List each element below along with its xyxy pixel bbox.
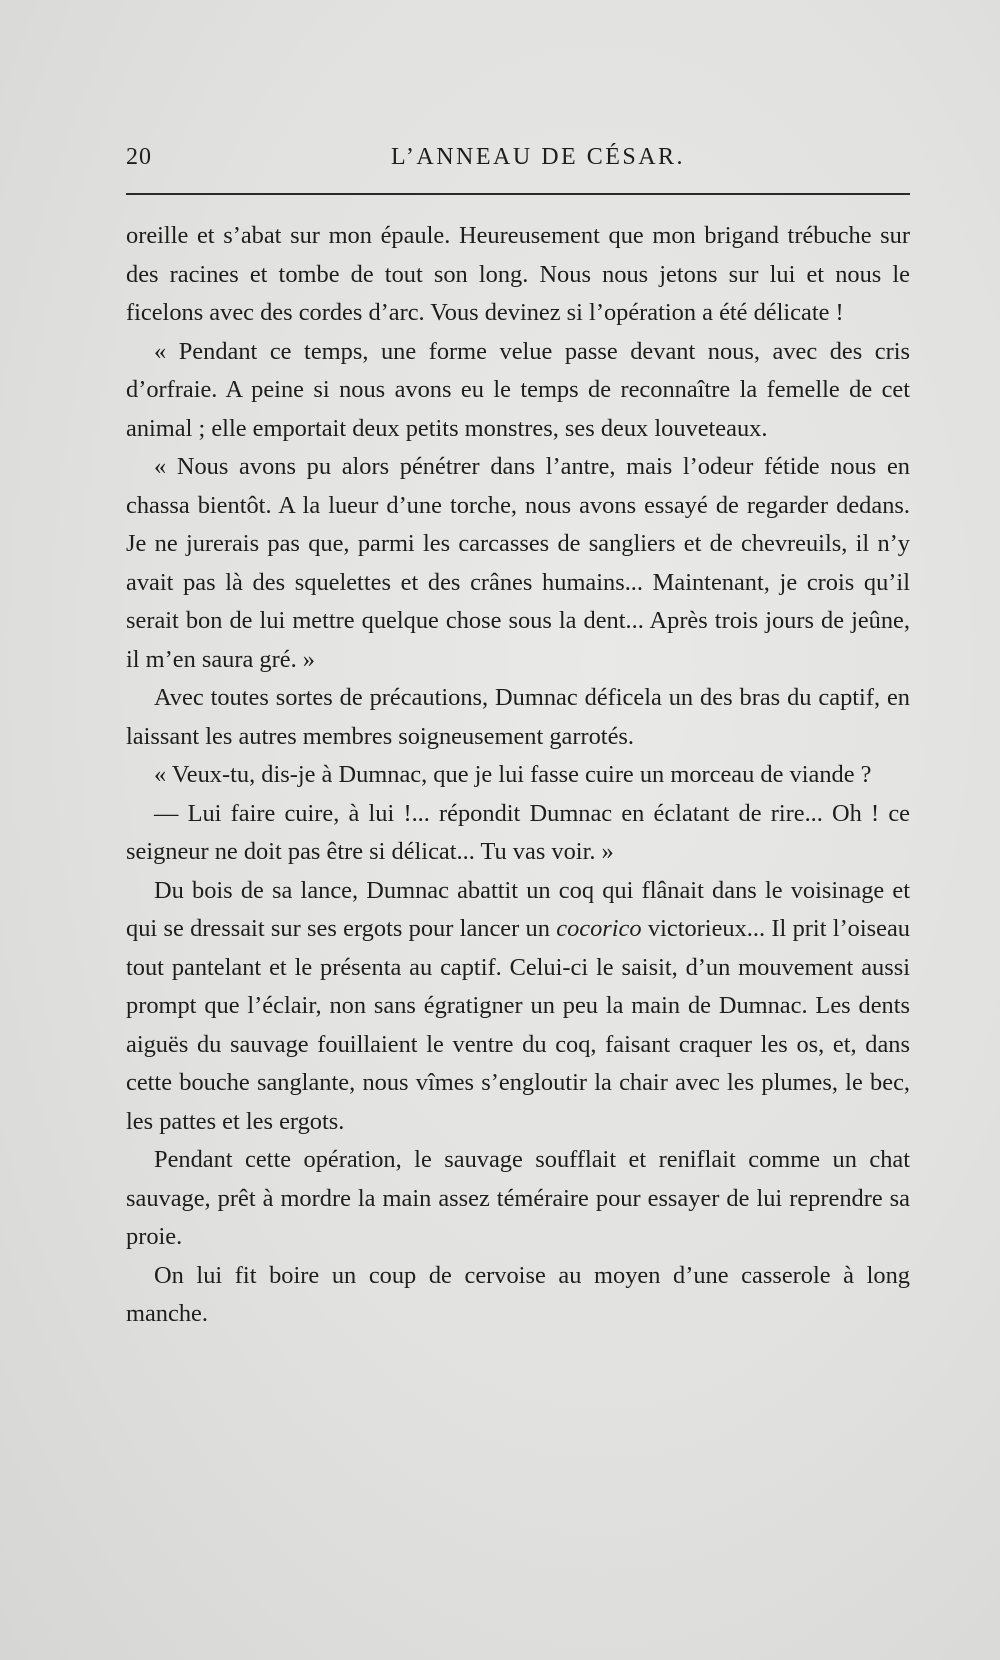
paragraph-4: Avec toutes sortes de précautions, Dumnac déficela un des bras du captif, en laissant les autres membres soigneusement garrotés. <box>126 684 910 750</box>
page-header <box>126 140 910 180</box>
paragraph-7-italic: cocorico <box>556 915 642 942</box>
paragraph-7-before: Du bois de sa lance, Dumnac abattit un coq qui flânait dans le voisinage et qui se dressait sur ses ergots pour lancer un <box>126 876 910 942</box>
body-text <box>126 217 910 1334</box>
paragraph-2: « Pendant ce temps, une forme velue passe devant nous, avec des cris d’orfraie. A peine si nous avons eu le temps de reconnaître la femelle de cet animal ; elle emportait deux petits monstres, ses deux louveteaux. <box>126 337 910 442</box>
paragraph-7 <box>126 872 910 1142</box>
running-title: L’ANNEAU DE CÉSAR. <box>390 144 686 170</box>
paragraph-1: oreille et s’abat sur mon épaule. Heureusement que mon brigand trébuche sur des racines et tombe de tout son long. Nous nous jetons sur lui et nous le ficelons avec des cordes d’arc. Vous devinez si l’opération a été délicate ! <box>126 222 910 326</box>
page-number: 20 <box>126 144 152 170</box>
header-rule <box>126 193 910 195</box>
paragraph-9: On lui fit boire un coup de cervoise au moyen d’une casserole à long manche. <box>126 1261 910 1327</box>
paragraph-6: — Lui faire cuire, à lui !... répondit Dumnac en éclatant de rire... Oh ! ce seigneur ne doit pas être si délicat... Tu vas voir. » <box>126 799 910 865</box>
paragraph-8: Pendant cette opération, le sauvage soufflait et reniflait comme un chat sauvage, prêt à mordre la main assez téméraire pour essayer de lui reprendre sa proie. <box>126 1146 910 1250</box>
paragraph-7-after: victorieux... Il prit l’oiseau tout pantelant et le présenta au captif. Celui-ci le saisit, d’un mouvement aussi prompt que l’éclair, non sans égratigner un peu la main de Dumnac. Les dents aiguës du sauvage fouillaient le ventre du coq, faisant craquer les os, et, dans cette bouche sanglante, nous vîmes s’engloutir la chair avec les plumes, le bec, les pattes et les ergots. <box>126 915 910 1135</box>
paragraph-5: « Veux-tu, dis-je à Dumnac, que je lui fasse cuire un morceau de viande ? <box>154 761 872 788</box>
paragraph-3: « Nous avons pu alors pénétrer dans l’antre, mais l’odeur fétide nous en chassa bientôt. A la lueur d’une torche, nous avons essayé de regarder dedans. Je ne jurerais pas que, parmi les carcasses de sangliers et de chevreuils, il n’y avait pas là des squelettes et des crânes humains... Maintenant, je crois qu’il serait bon de lui mettre quelque chose sous la dent... Après trois jours de jeûne, il m’en saura gré. » <box>126 453 910 673</box>
